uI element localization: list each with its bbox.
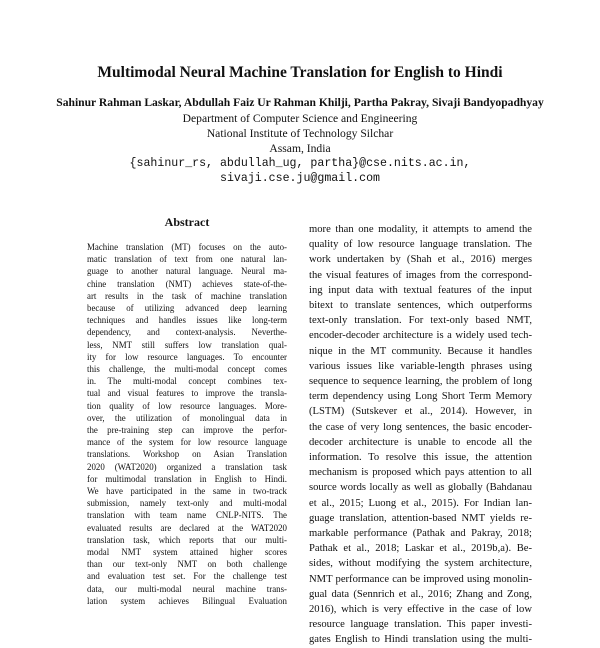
abstract-line: tual and visual features to improve the transla- [87,388,287,399]
abstract-line: techniques and handles issues like long-term [87,315,287,326]
abstract-heading: Abstract [164,215,210,229]
abstract-line: submission, namely text-only and multi-modal [87,498,287,509]
body-line: nique in the MT community. Because it handles [309,345,532,357]
body-line: the visual features of images from the correspond- [309,269,532,281]
introduction-body [309,222,532,648]
abstract-line: We have participated in the same in two-track [87,486,287,497]
affiliation-location: Assam, India [269,142,331,155]
body-line: sequence to sequence learning, the problem of long [309,376,532,388]
abstract-body [87,241,287,607]
body-line: resource language translation. This paper investi- [309,619,532,631]
abstract-line: less, NMT still suffers low translation qual- [87,339,287,350]
abstract-line: art results in the task of machine translation [87,290,287,301]
affiliation-department: Department of Computer Science and Engineering [182,112,418,125]
author-list: Sahinur Rahman Laskar, Abdullah Faiz Ur Rahman Khilji, Partha Pakray, Sivaji Bandyopadhyay [56,96,544,109]
body-line: NMT performance can be improved using monolin- [309,573,532,585]
abstract-line: matic translation of text from one natural lan- [87,254,287,265]
body-line: mechanism is proposed which pays attention to all [309,467,532,479]
body-line: 2016), which is very effective in the case of low [309,604,532,616]
abstract-line: for multimodal translation in English to Hindi. [87,473,287,484]
body-line: markable performance (Pathak and Pakray, 2018; [309,528,532,540]
abstract-line: the pre-training step can improve the perfor- [87,425,287,436]
body-line: Pathak et al., 2018; Laskar et al., 2019b,a). Be- [309,543,532,555]
body-line: more than one modality, it attempts to amend the [309,224,532,235]
body-line: text-only translation. For text-only based NMT, [309,315,532,327]
abstract-line: dependency, and context-analysis. Neverthe- [87,327,287,338]
abstract-line: modal NMT system attained higher scores [87,547,287,558]
abstract-line: and evaluation test set. For the challenge test [87,571,287,582]
body-line: encoder-decoder architecture is a widely used tech- [309,330,532,342]
abstract-line: ity for low resource languages. To encounter [87,351,287,362]
abstract-line: 2020 (WAT2020) organized a translation task [87,461,287,472]
body-line: (LSTM) (Sutskever et al., 2014). However, in [309,406,532,418]
abstract-line: chine translation (NMT) achieves state-of-the- [87,278,287,289]
body-line: gual data (Sennrich et al., 2016; Zhang and Zong, [309,588,532,600]
abstract-line: translations. Workshop on Asian Translation [87,449,287,460]
body-line: guage translation, attention-based NMT yields re- [309,512,532,524]
body-line: sides, without modifying the system architecture, [309,558,532,570]
abstract-line: Machine translation (MT) focuses on the auto- [87,242,287,252]
author-emails-line-1: {sahinur_rs, abdullah_ug, partha}@cse.nits.ac.in, [129,157,471,170]
affiliation-institute: National Institute of Technology Silchar [206,127,394,140]
body-line: quality of low resource language translation. The [309,239,532,251]
abstract-line: in. The multi-modal concept combines tex- [87,376,287,387]
body-line: various issues like variable-length phrases using [309,360,532,372]
body-line: work undertaken by (Shah et al., 2016) merges [309,254,532,266]
body-line: the case of very long sentences, the basic encoder- [309,421,532,433]
abstract-line: than our text-only NMT on both challenge [87,559,287,570]
body-line: source words locally as well as globally (Bahdanau [309,482,532,494]
body-line: information. To resolve this issue, the attention [309,452,532,464]
abstract-line: because of utilizing advanced deep learning [87,303,287,314]
abstract-line: data, our multi-modal neural machine trans- [87,583,287,594]
abstract-line: evaluated results are declared at the WAT2020 [87,522,287,533]
author-emails-line-2: sivaji.cse.ju@gmail.com [219,172,381,185]
abstract-line: translation task, which reports that our multi- [87,534,287,545]
abstract-line: tion quality of low resource languages. More- [87,400,287,411]
body-line: decoder architecture is unable to encode all the [309,436,532,448]
abstract-line: this challenge, the multi-modal concept comes [87,364,287,375]
body-line: term dependency using Long Short Term Memory [309,391,532,403]
body-line: et al., 2015; Luong et al., 2015). For Indian lan- [309,497,532,509]
abstract-line: lation system achieves Bilingual Evaluation [87,595,287,606]
body-line: bitext to translate sentences, which outperforms [309,300,532,312]
abstract-line: mance of the system for low resource language [87,437,287,448]
body-line: gates English to Hindi translation using the multi- [309,634,532,646]
paper-title: Multimodal Neural Machine Translation for English to Hindi [97,64,503,81]
body-line: ing input data with textual features of the input [309,284,532,296]
abstract-line: guage to another natural language. Neural ma- [87,266,287,277]
abstract-line: over, the utilization of monolingual data in [87,412,287,423]
abstract-line: translation with team name CNLP-NITS. The [87,510,287,521]
